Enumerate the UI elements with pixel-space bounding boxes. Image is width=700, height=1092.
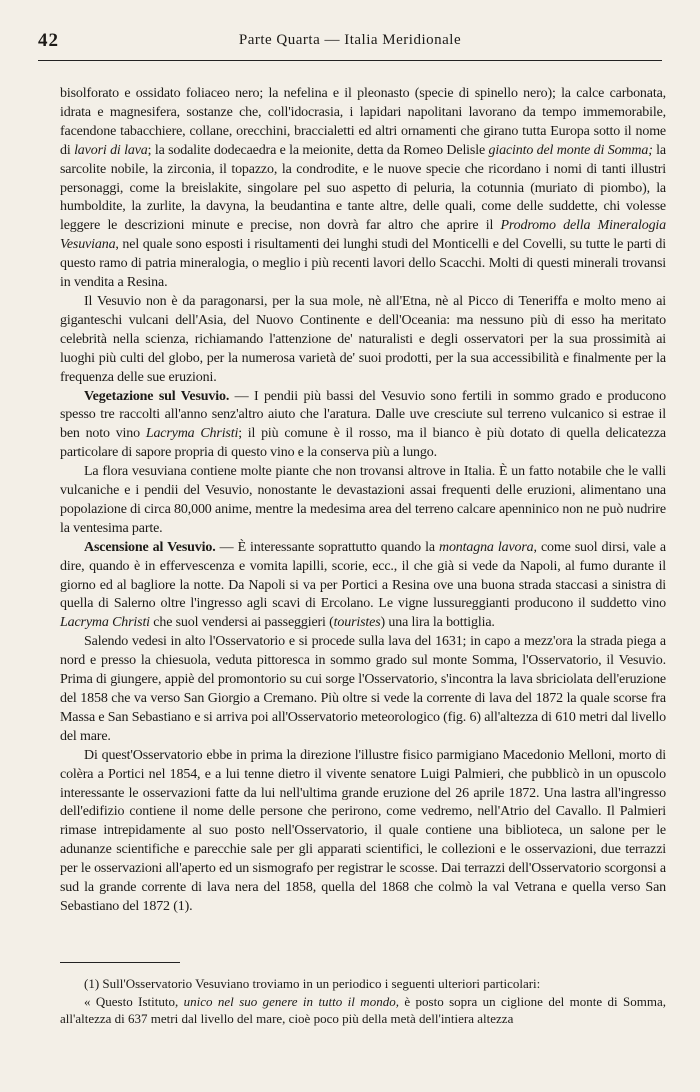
- text-run: Di quest'Osservatorio ebbe in prima la direzione l'illustre fisico parmigiano Macedonio Melloni, morto di colèra a Portici nel 1854, e a lui tenne dietro il vivente senatore Luigi Palmieri, che pubblicò in un opuscolo interessante le osservazioni fatte da lui nell'ultima grande eruzione del 26 aprile 1872. Una lastra all'ingresso dell'edifizio contiene il nome delle persone che perirono, come vedremo, nell'Atrio del Cavallo. Il Palmieri rimase intrepidamente al suo posto nell'Osservatorio, il quale contiene una biblioteca, un salone per le adunanze scientifiche e parecchie sale per gli apparati scientifici, le collezioni e le osservazioni, due terrazzi per le osservazioni all'aperto ed un sismografo per registrar le scosse. Dai terrazzi dell'Osservatorio scorgonsi a sud la grande corrente di lava nera del 1858, quella del 1868 che colmò la val Vetrana e quella verso San Sebastiano del 1872 (1).: [60, 747, 666, 914]
- text-run: bisolforato e ossidato foliaceo nero; la nefelina e il pleonasto (specie di spinello nero); la calce carbonata, idrata e magnesifera, sostanze che, coll'idocrasia, i lapidari napolitani lavorano da tempo immemorabile, facendone tabacchiere, collane, orecchini, braccialetti ed altri ornamenti che girano tutta Europa sotto il nome di: [60, 86, 666, 158]
- text-run: ; il più comune è il rosso, ma il bianco è più dotato di quella delicatezza particolare di sapore propria di questo vino e la conserva più a lungo.: [60, 426, 666, 461]
- section-heading: Vegetazione sul Vesuvio.: [84, 388, 230, 404]
- text-run: ; la sodalite dodecaedra e la meionite, detta da Romeo Delisle: [147, 142, 489, 158]
- page-header: [38, 30, 662, 56]
- text-run: Salendo vedesi in alto l'Osservatorio e si procede sulla lava del 1631; in capo a mezz'ora la strada piega a nord e presso la chiesuola, veduta pittoresca in sommo grado sul monte Somma, l'Osservatorio, il Vesuvio. Prima di giungere, appiè del promontorio su cui sorge l'Osservatorio, s'incontra la lava sbriciolata dell'eruzione del 1858 che va verso San Giorgio a Cremano. Più oltre si vede la corrente di lava del 1872 la quale scorse fra Massa e San Sebastiano e si arriva poi all'Osservatorio meteorologico (fig. 6) all'altezza di 610 metri dal livello del mare.: [60, 634, 666, 744]
- footnote: [60, 993, 666, 1028]
- footnotes: [60, 975, 666, 1028]
- italic-text: unico nel suo genere in tutto il mondo,: [183, 993, 399, 1009]
- paragraph: [60, 747, 666, 917]
- page-number: 42: [38, 30, 59, 51]
- italic-text: giacinto del monte di Somma;: [488, 142, 653, 158]
- text-run: che suol vendersi ai passeggieri (: [149, 615, 334, 631]
- text-run: — È interessante soprattutto quando la: [215, 539, 439, 555]
- paragraph: [60, 539, 666, 634]
- paragraph: [60, 463, 666, 539]
- paragraph: [60, 388, 666, 464]
- paragraph: [60, 293, 666, 388]
- paragraph: [60, 633, 666, 746]
- text-run: è posto sopra un ciglione del monte di Somma, all'altezza di 637 metri dal livello del mare, cioè poco più della metà dell'intiera altezza: [60, 993, 666, 1026]
- italic-text: montagna lavora: [438, 539, 534, 555]
- header-rule: [38, 60, 662, 61]
- italic-text: touristes: [333, 615, 381, 631]
- text-run: Il Vesuvio non è da paragonarsi, per la sua mole, nè all'Etna, nè al Picco di Teneriffa e molto meno ai giganteschi vulcani dell'Asia, del Nuovo Continente e dell'Oceania: ma nessuno più di esso ha meritato celebrità nella scienza, richiamando l'attenzione de' naturalisti e degli osservatori per la sua prossimità ai luoghi più culti del globo, per la numerosa varietà de' suoi prodotti, per la sua accessibilità e finalmente per la frequenza delle sue eruzioni.: [60, 293, 666, 385]
- section-heading: Ascensione al Vesuvio.: [84, 539, 216, 555]
- text-run: , come suol dirsi, vale a dire, quando è in effervescenza e vomita lapilli, scorie, ecc., il che già si vede da Napoli, al fumo durante il giorno ed al bagliore la notte. Da Napoli si va per Portici a Resina ove una buona strada staccasi a sinistra di quella di Salerno oltre l'ingresso agli scavi di Ercolano. Le vigne lussureggianti producono il suddetto vino: [60, 539, 666, 612]
- italic-text: lavori di lava: [74, 142, 148, 158]
- running-head: Parte Quarta — Italia Meridionale: [238, 32, 462, 48]
- italic-text: Lacryma Christi: [145, 426, 239, 442]
- text-run: la sarcolite nobile, la zirconia, il topazzo, la condrodite, e le nuove specie che ricordano i nomi di tanti illustri personaggi, come la breislakite, singolare pel suo aspetto di peluria, la cotunnia (muriato di piombo), la humboldite, la zurlite, la davyna, la beudantina e tante altre, delle quali, come delle suddette, chi volesse leggere le descrizioni minute e precise, non dovrà far altro che aprire il: [60, 142, 666, 234]
- text-run: , nel quale sono esposti i risultamenti dei lunghi studi del Monticelli e del Covelli, su tutte le parti di questo ramo di patria mineralogia, o meglio i più recenti lavori dello Scacchi. Molti di questi minerali trovansi in vendita a Resina.: [60, 237, 666, 291]
- body-text: [60, 85, 666, 917]
- footnote-rule: [60, 962, 180, 963]
- paragraph: [60, 85, 666, 293]
- italic-text: Lacryma Christi: [60, 615, 150, 631]
- text-run: La flora vesuviana contiene molte piante che non trovansi altrove in Italia. È un fatto notabile che le valli vulcaniche e i pendii del Vesuvio, nonostante le devastazioni assai frequenti delle eruzioni, alimentano una popolazione di circa 80,000 anime, mentre la medesima area del terreno calcare apenninico non ne può nudrire la ventesima parte.: [60, 464, 666, 536]
- footnote: [60, 975, 666, 993]
- text-run: ) una lira la bottiglia.: [380, 615, 495, 631]
- text-run: — I pendii più bassi del Vesuvio sono fertili in sommo grado e producono spesso tre raccolti all'anno senz'altro aiuto che l'aratura. Dalle uve cresciute sul terreno vulcanico si estrae il ben noto vino: [60, 388, 666, 442]
- text-run: (1) Sull'Osservatorio Vesuviano troviamo in un periodico i seguenti ulteriori particolari:: [84, 976, 541, 991]
- italic-text: Prodromo della Mineralogia Vesuviana: [60, 218, 667, 253]
- text-run: « Questo Istituto,: [84, 993, 184, 1009]
